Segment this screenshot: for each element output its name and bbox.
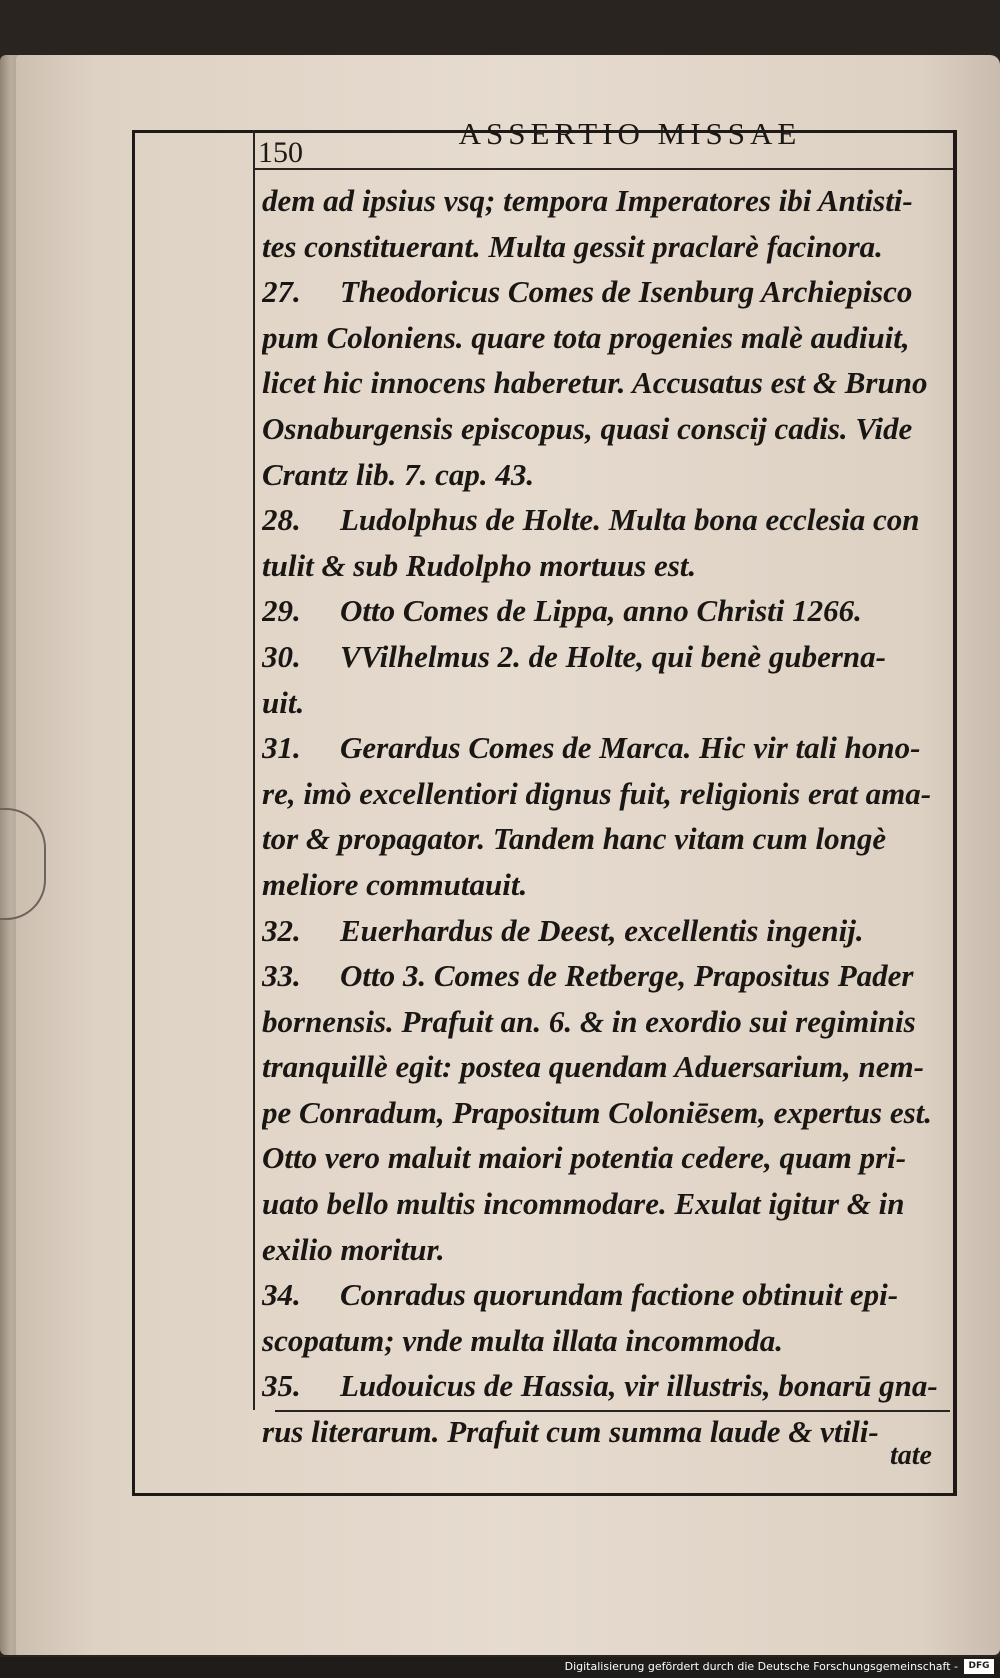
text-line: [262, 725, 952, 771]
text-line: [262, 953, 952, 999]
entry-number: 30.: [262, 638, 301, 674]
line-text: pum Coloniens. quare tota progenies malè audiuit,: [262, 319, 910, 355]
line-text: Otto vero maluit maiori potentia cedere, quam pri-: [262, 1140, 907, 1176]
line-text: scopatum; vnde multa illata incommoda.: [262, 1322, 783, 1358]
line-text: Ludolphus de Holte. Multa bona ecclesia con: [340, 502, 920, 538]
text-line: [262, 634, 952, 680]
text-line: [262, 360, 952, 406]
text-line: [262, 1363, 952, 1409]
line-text: tulit & sub Rudolpho mortuus est.: [262, 547, 697, 583]
text-line: [262, 999, 952, 1045]
text-line: [262, 1135, 952, 1181]
text-line: [262, 224, 952, 270]
line-text: rus literarum. Prafuit cum summa laude & vtili-: [262, 1414, 879, 1450]
digitization-credit: Digitalisierung gefördert durch die Deutsche Forschungsgemeinschaft -: [564, 1660, 958, 1673]
text-line: [262, 543, 952, 589]
catchword: tate: [890, 1440, 932, 1471]
entry-number: 29.: [262, 593, 301, 629]
entry-number: 32.: [262, 912, 301, 948]
dfg-logo: DFG: [964, 1659, 994, 1674]
page-number: 150: [258, 136, 303, 169]
line-text: Theodoricus Comes de Isenburg Archiepisco: [340, 274, 913, 310]
entry-number: 34.: [262, 1277, 301, 1313]
line-text: tor & propagator. Tandem hanc vitam cum longè: [262, 821, 887, 857]
line-text: Conradus quorundam factione obtinuit epi-: [340, 1277, 899, 1313]
line-text: dem ad ipsius vsq; tempora Imperatores ibi Antisti-: [262, 183, 913, 218]
entry-number: 31.: [262, 730, 301, 766]
text-line: [262, 1409, 952, 1455]
line-text: Otto Comes de Lippa, anno Christi 1266.: [340, 593, 862, 629]
text-line: [262, 452, 952, 498]
header-rule: [253, 168, 953, 170]
text-line: [262, 269, 952, 315]
running-head: ASSERTIO MISSAE: [458, 116, 802, 151]
text-line: [262, 680, 952, 726]
text-line: [262, 908, 952, 954]
text-line: [262, 1227, 952, 1273]
line-text: Osnaburgensis episcopus, quasi conscij cadis. Vide: [262, 410, 913, 446]
text-line: [262, 771, 952, 817]
text-line: [262, 315, 952, 361]
line-text: uato bello multis incommodare. Exulat igitur & in: [262, 1186, 905, 1222]
text-line: [262, 1318, 952, 1364]
entry-number: 27.: [262, 274, 301, 310]
text-line: [262, 1044, 952, 1090]
line-text: Crantz lib. 7. cap. 43.: [262, 456, 535, 492]
line-text: re, imò excellentiori dignus fuit, religionis erat ama-: [262, 775, 932, 811]
line-text: exilio moritur.: [262, 1231, 445, 1267]
line-text: VVilhelmus 2. de Holte, qui benè guberna-: [340, 638, 886, 674]
text-line: [262, 1181, 952, 1227]
margin-rule: [253, 130, 255, 1410]
entry-number: 28.: [262, 502, 301, 538]
text-line: [262, 588, 952, 634]
line-text: Euerhardus de Deest, excellentis ingenij.: [340, 912, 864, 948]
line-text: licet hic innocens haberetur. Accusatus est & Bruno: [262, 365, 928, 401]
line-text: Ludouicus de Hassia, vir illustris, bonarū gna-: [340, 1368, 938, 1404]
text-line: [262, 816, 952, 862]
text-line: [262, 1272, 952, 1318]
line-text: tranquillè egit: postea quendam Aduersarium, nem-: [262, 1049, 924, 1085]
entry-number: 33.: [262, 958, 301, 994]
line-text: Gerardus Comes de Marca. Hic vir tali hono-: [340, 730, 921, 766]
text-line: [262, 862, 952, 908]
line-text: Otto 3. Comes de Retberge, Prapositus Pader: [340, 958, 914, 994]
line-text: meliore commutauit.: [262, 866, 528, 902]
line-text: bornensis. Prafuit an. 6. & in exordio sui regiminis: [262, 1003, 916, 1039]
text-line: [262, 1090, 952, 1136]
body-text: [262, 178, 952, 1455]
text-line: [262, 406, 952, 452]
line-text: pe Conradum, Prapositum Coloniēsem, expertus est.: [262, 1094, 933, 1130]
text-line: [262, 497, 952, 543]
text-line: [262, 178, 952, 224]
line-text: uit.: [262, 684, 305, 720]
entry-number: 35.: [262, 1368, 301, 1404]
line-text: tes constituerant. Multa gessit praclarè facinora.: [262, 228, 883, 264]
